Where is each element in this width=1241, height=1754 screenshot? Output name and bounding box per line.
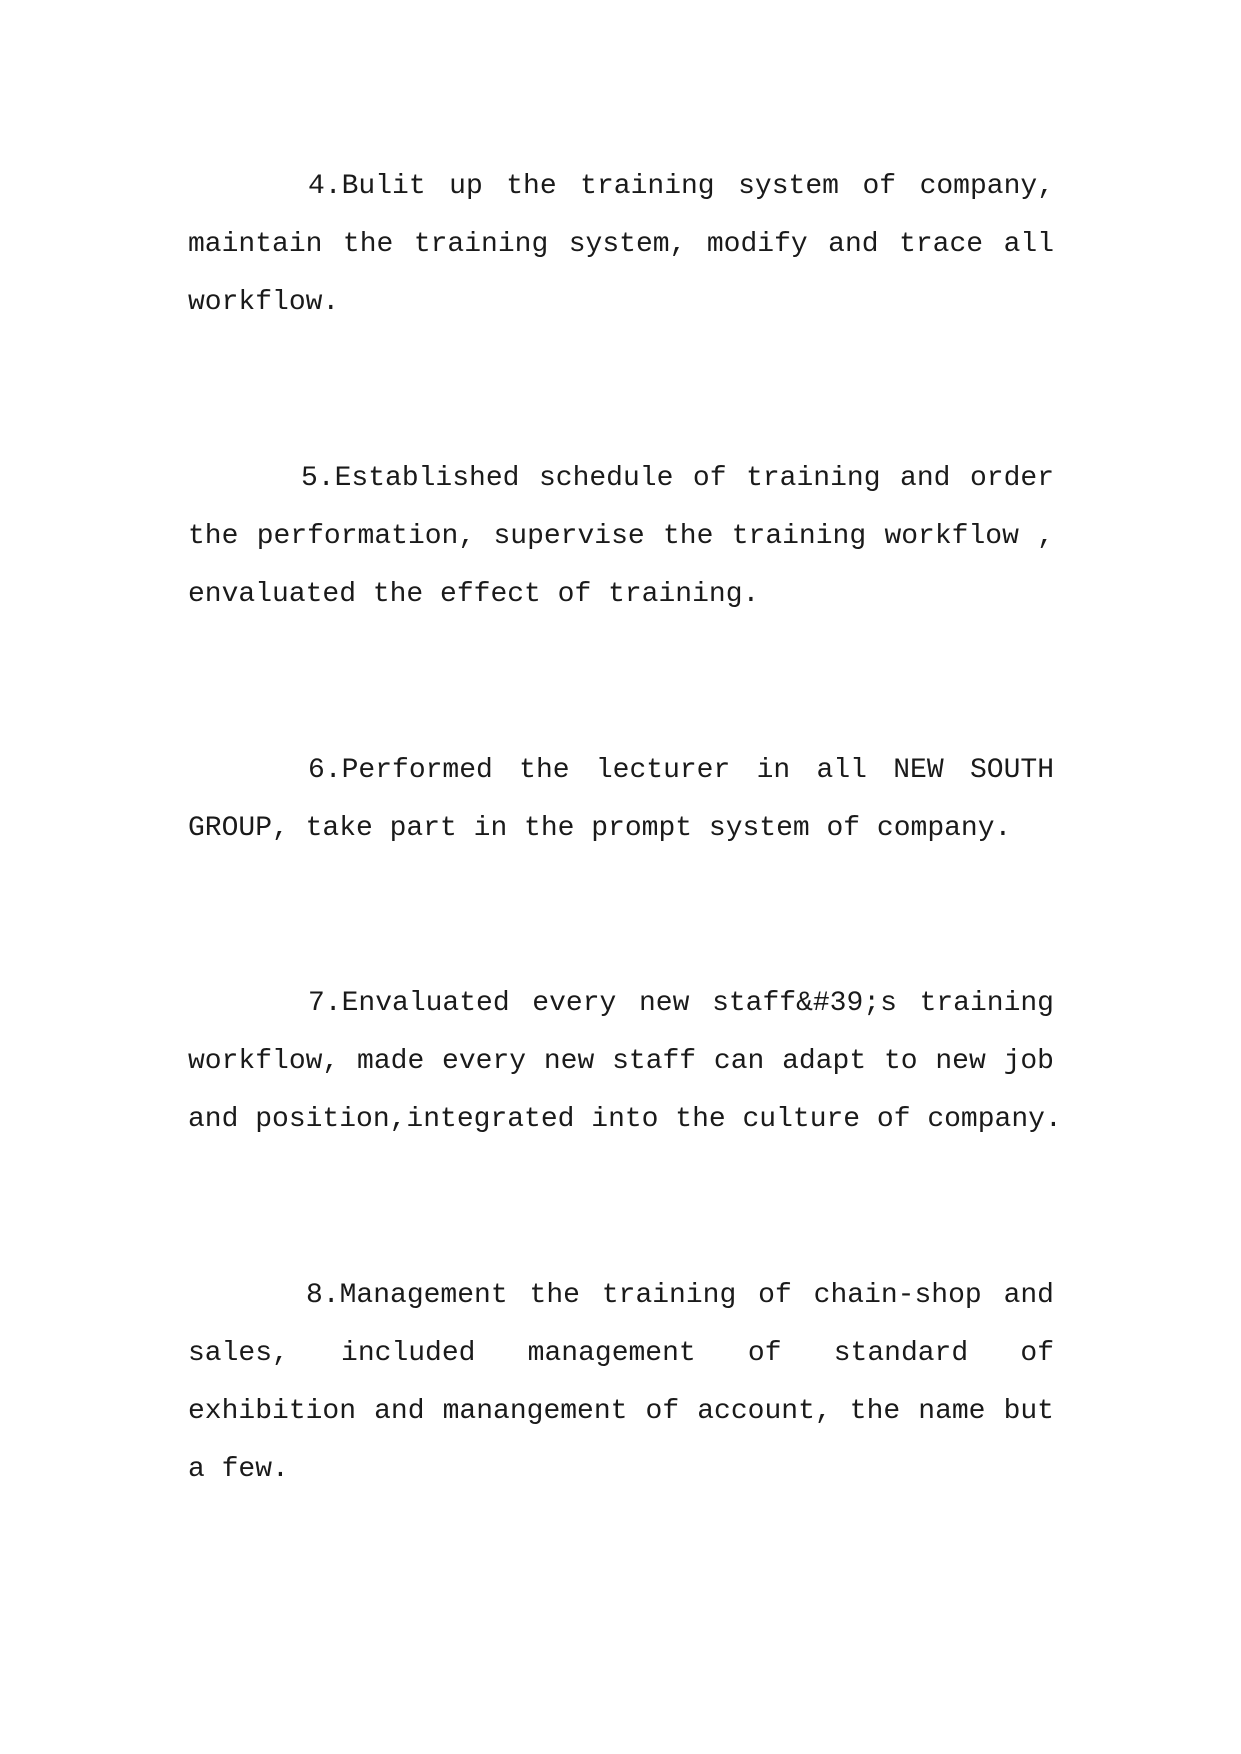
paragraph-line: exhibition and manangement of account, the name but [188, 1396, 1054, 1427]
paragraph-item-5 [188, 450, 1054, 624]
paragraph-line: the performation, supervise the training workflow , [188, 521, 1054, 552]
paragraph-line: workflow. [188, 287, 340, 318]
paragraph-item-7 [188, 975, 1062, 1149]
paragraph-line: a few. [188, 1454, 289, 1485]
paragraph-line: maintain the training system, modify and trace all [188, 229, 1054, 260]
paragraph-line: 8.Management the training of chain-shop and [306, 1280, 1054, 1311]
paragraph-item-6 [188, 742, 1054, 858]
paragraph-line: 4.Bulit up the training system of company, [308, 171, 1054, 202]
paragraph-line: GROUP, take part in the prompt system of company. [188, 813, 1012, 844]
paragraph-line: and position,integrated into the culture of company. [188, 1104, 1062, 1135]
paragraph-line: sales, included management of standard of [188, 1338, 1054, 1369]
paragraph-line: 5.Established schedule of training and order [301, 463, 1054, 494]
paragraph-item-4 [188, 158, 1054, 332]
paragraph-line: 6.Performed the lecturer in all NEW SOUTH [308, 755, 1054, 786]
paragraph-line: envaluated the effect of training. [188, 579, 760, 610]
paragraph-item-8 [188, 1267, 1054, 1499]
paragraph-line: workflow, made every new staff can adapt to new job [188, 1046, 1054, 1077]
paragraph-line: 7.Envaluated every new staff&#39;s training [308, 988, 1054, 1019]
